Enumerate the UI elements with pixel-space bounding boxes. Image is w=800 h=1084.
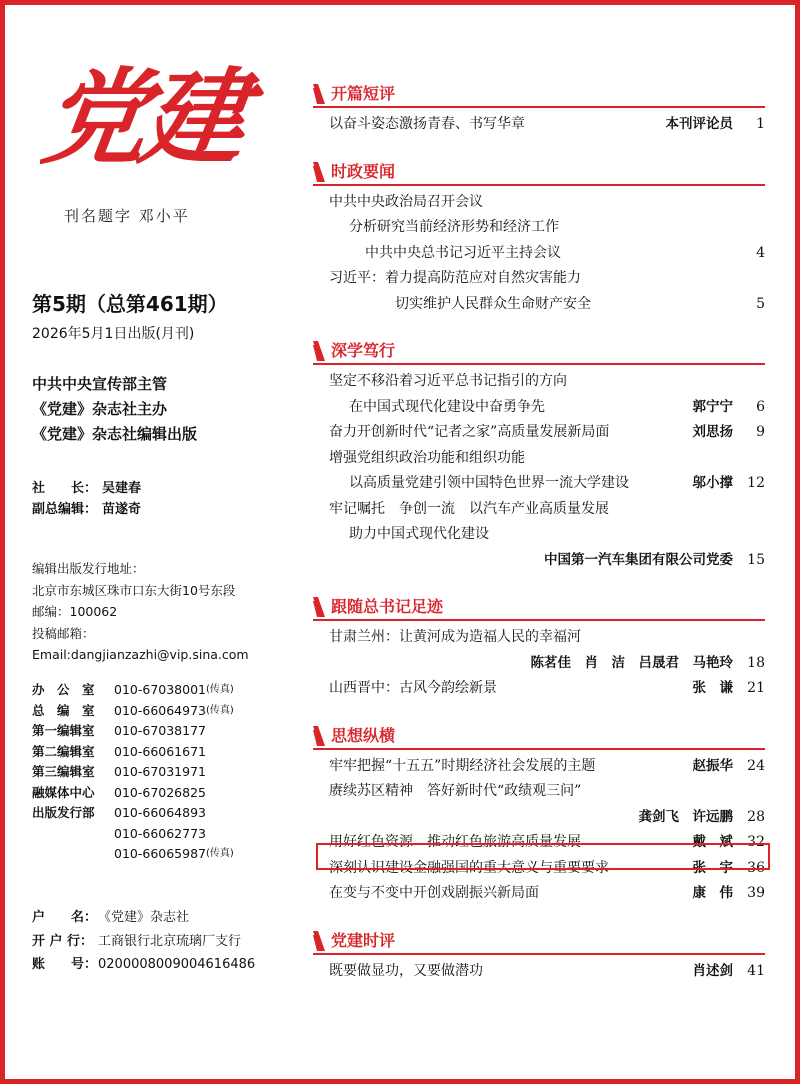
toc-entry[interactable]: [313, 190, 765, 267]
toc-entry[interactable]: [313, 497, 765, 574]
staff-label: 社 长：: [32, 481, 98, 496]
article-author: 张 谦: [692, 680, 733, 696]
phone-dept: 融媒体中心: [32, 784, 95, 800]
issue-number: 第5期（总第461期）: [32, 292, 228, 316]
staff-name: 苗遂奇: [102, 502, 142, 517]
article-title: 以高质量党建引领中国特色世界一流大学建设: [349, 475, 629, 491]
section-header: [313, 78, 765, 108]
article-author: 龚剑飞 许远鹏: [638, 808, 733, 825]
email-label: 投稿邮箱：: [32, 625, 95, 641]
toc-entry[interactable]: [313, 779, 765, 830]
page-number: 1: [756, 116, 765, 132]
section-marker-icon: [313, 84, 325, 104]
article-author: 中国第一汽车集团有限公司党委: [544, 551, 733, 568]
article-title: 分析研究当前经济形势和经济工作: [349, 219, 559, 235]
phone-dept: 第三编辑室: [32, 764, 95, 779]
article-title: 在中国式现代化建设中奋勇争先: [349, 398, 545, 415]
article-author: 郭宁宁: [692, 398, 733, 415]
staff-label: 副总编辑：: [32, 502, 98, 517]
page-number: 18: [747, 654, 765, 671]
phone-dept: 总 编 室: [32, 702, 95, 718]
phone-row: [32, 762, 234, 783]
phone-number: 010-66064973: [114, 702, 206, 718]
bank-label: 开 户 行：: [32, 933, 94, 949]
article-title: 牢牢把握“十五五”时期经济社会发展的主题: [329, 757, 596, 774]
staff-row: [32, 499, 141, 520]
phone-dept: 第一编辑室: [32, 723, 95, 738]
toc-entry[interactable]: [313, 369, 765, 420]
article-title: 中共中央总书记习近平主持会议: [365, 244, 561, 261]
section-header: [313, 335, 765, 365]
toc-section: [313, 591, 765, 702]
phone-row: [32, 844, 234, 865]
article-title: 深刻认识建设金融强国的重大意义与重要要求: [329, 859, 609, 876]
article-author: 肖述剑: [692, 962, 733, 979]
phone-dept: 出版发行部: [32, 805, 95, 820]
article-title: 赓续苏区精神 答好新时代“政绩观三问”: [329, 783, 582, 799]
page-number: 12: [747, 475, 765, 491]
toc-entry[interactable]: [313, 446, 765, 497]
address-street: 北京市东城区珠市口东大街10号东段: [32, 582, 236, 598]
bank-row: [32, 953, 255, 977]
staff-name: 吴建春: [102, 481, 142, 496]
section-title: 党建时评: [331, 930, 396, 950]
article-title: 增强党组织政治功能和组织功能: [329, 449, 525, 466]
page-number: 32: [747, 834, 765, 850]
toc-entry[interactable]: [313, 420, 765, 446]
phone-dept: 第二编辑室: [32, 743, 95, 759]
logo-text: 党建: [35, 56, 249, 179]
section-title: 开篇短评: [331, 84, 396, 103]
fax-tag: (传真): [206, 684, 234, 695]
toc-entry[interactable]: [313, 676, 765, 702]
article-title: 切实维护人民群众生命财产安全: [395, 295, 591, 312]
phone-number: 010-67026825: [114, 784, 206, 800]
article-title: 甘肃兰州：让黄河成为造福人民的幸福河: [329, 629, 581, 645]
section-title: 时政要闻: [331, 161, 396, 181]
bank-label: 户 名：: [32, 910, 98, 925]
article-title: 中共中央政治局召开会议: [329, 193, 483, 210]
toc-section: [313, 78, 765, 138]
phone-row: [32, 824, 234, 845]
article-author: 刘思扬: [692, 424, 733, 440]
article-title: 习近平：着力提高防范应对自然灾害能力: [329, 270, 581, 286]
article-title: 用好红色资源 推动红色旅游高质量发展: [329, 834, 581, 850]
toc-entry[interactable]: [313, 881, 765, 907]
page-number: 41: [747, 962, 765, 979]
bank-label: 账 号：: [32, 957, 98, 972]
section-marker-icon: [313, 597, 325, 617]
page-number: 28: [747, 808, 765, 825]
section-title: 思想纵横: [331, 725, 396, 745]
article-author: 赵振华: [692, 757, 733, 774]
section-marker-icon: [313, 931, 325, 951]
toc-section: [313, 335, 765, 573]
issue-date: 2026年5月1日出版(月刊): [32, 326, 195, 342]
phone-row: [32, 721, 234, 742]
publisher-line: 《党建》杂志社编辑出版: [32, 425, 198, 443]
bank-info: [32, 906, 255, 977]
section-header: [313, 156, 765, 186]
page-number: 39: [747, 885, 765, 901]
page-number: 6: [756, 398, 765, 415]
phone-number: 010-66062773: [114, 825, 206, 841]
publisher-line: 《党建》杂志社主办: [32, 400, 168, 418]
staff-list: [32, 478, 141, 520]
phone-row: [32, 701, 234, 722]
phone-number: 010-66061671: [114, 743, 206, 759]
toc-entry[interactable]: [313, 266, 765, 317]
phone-dept: 办 公 室: [32, 682, 95, 697]
article-title: 山西晋中：古风今韵绘新景: [329, 680, 497, 696]
article-author: 戴 斌: [692, 834, 733, 850]
phone-number: 010-66065987: [114, 846, 206, 861]
section-title: 跟随总书记足迹: [331, 597, 444, 616]
page-number: 9: [756, 424, 765, 440]
phone-number: 010-67031971: [114, 764, 206, 779]
toc-entry[interactable]: [313, 625, 765, 676]
fax-tag: (传真): [206, 704, 234, 716]
section-header: [313, 591, 765, 621]
phone-list: [32, 680, 234, 865]
section-header: [313, 925, 765, 955]
publisher-line: 中共中央宣传部主管: [32, 375, 168, 393]
phone-row: [32, 680, 234, 701]
phone-row: [32, 803, 234, 824]
magazine-logo: [35, 56, 274, 266]
toc-section: [313, 156, 765, 318]
article-author: 邬小撑: [692, 475, 733, 491]
bank-value: 0200008009004616486: [98, 957, 256, 972]
page-number: 5: [756, 295, 765, 312]
phone-dept: [32, 844, 114, 865]
section-title: 深学笃行: [331, 341, 396, 360]
publisher-info: [32, 372, 197, 447]
phone-dept: [32, 824, 114, 845]
phone-number: 010-67038177: [114, 723, 206, 738]
page-number: 36: [747, 859, 765, 876]
article-title: 坚定不移沿着习近平总书记指引的方向: [329, 373, 567, 389]
logo-caption: 刊名题字 邓小平: [64, 207, 190, 225]
section-marker-icon: [313, 726, 325, 746]
section-marker-icon: [313, 341, 325, 361]
bank-row: [32, 930, 255, 954]
bank-value: 《党建》杂志社: [98, 910, 190, 925]
bank-row: [32, 906, 255, 930]
page-number: 4: [756, 244, 765, 261]
article-title: 助力中国式现代化建设: [349, 526, 489, 542]
toc-entry[interactable]: [313, 754, 765, 780]
address-postcode: 邮编：100062: [32, 604, 118, 619]
toc-entry[interactable]: [313, 112, 765, 138]
section-header: [313, 720, 765, 750]
fax-tag: (传真): [206, 848, 234, 859]
article-title: 在变与不变中开创戏剧振兴新局面: [329, 885, 539, 901]
article-title: 既要做显功，又要做潜功: [329, 962, 483, 979]
article-title: 牢记嘱托 争创一流 以汽车产业高质量发展: [329, 500, 609, 517]
article-author: 陈茗佳 肖 洁 吕晟君 马艳玲: [530, 654, 733, 671]
article-author: 本刊评论员: [665, 116, 733, 132]
email-address[interactable]: Email:dangjianzazhi@vip.sina.com: [32, 647, 249, 662]
address-block: [32, 558, 249, 666]
highlight-box: [316, 843, 770, 870]
section-marker-icon: [313, 162, 325, 182]
phone-row: [32, 742, 234, 763]
article-author: 康 伟: [692, 885, 733, 901]
bank-value: 工商银行北京琉璃厂支行: [98, 933, 242, 949]
phone-row: [32, 783, 234, 804]
page-number: 21: [747, 680, 765, 696]
staff-row: [32, 478, 141, 499]
article-author: 张 宇: [692, 859, 733, 876]
phone-number: 010-67038001: [114, 682, 206, 697]
page-number: 24: [747, 757, 765, 774]
article-title: 奋力开创新时代“记者之家”高质量发展新局面: [329, 424, 610, 440]
toc-section: [313, 925, 765, 985]
page-number: 15: [747, 551, 765, 568]
address-heading: 编辑出版发行地址：: [32, 561, 145, 576]
phone-number: 010-66064893: [114, 805, 206, 820]
article-title: 以奋斗姿态激扬青春、书写华章: [329, 116, 525, 132]
toc-section: [313, 720, 765, 907]
toc-entry[interactable]: [313, 959, 765, 985]
